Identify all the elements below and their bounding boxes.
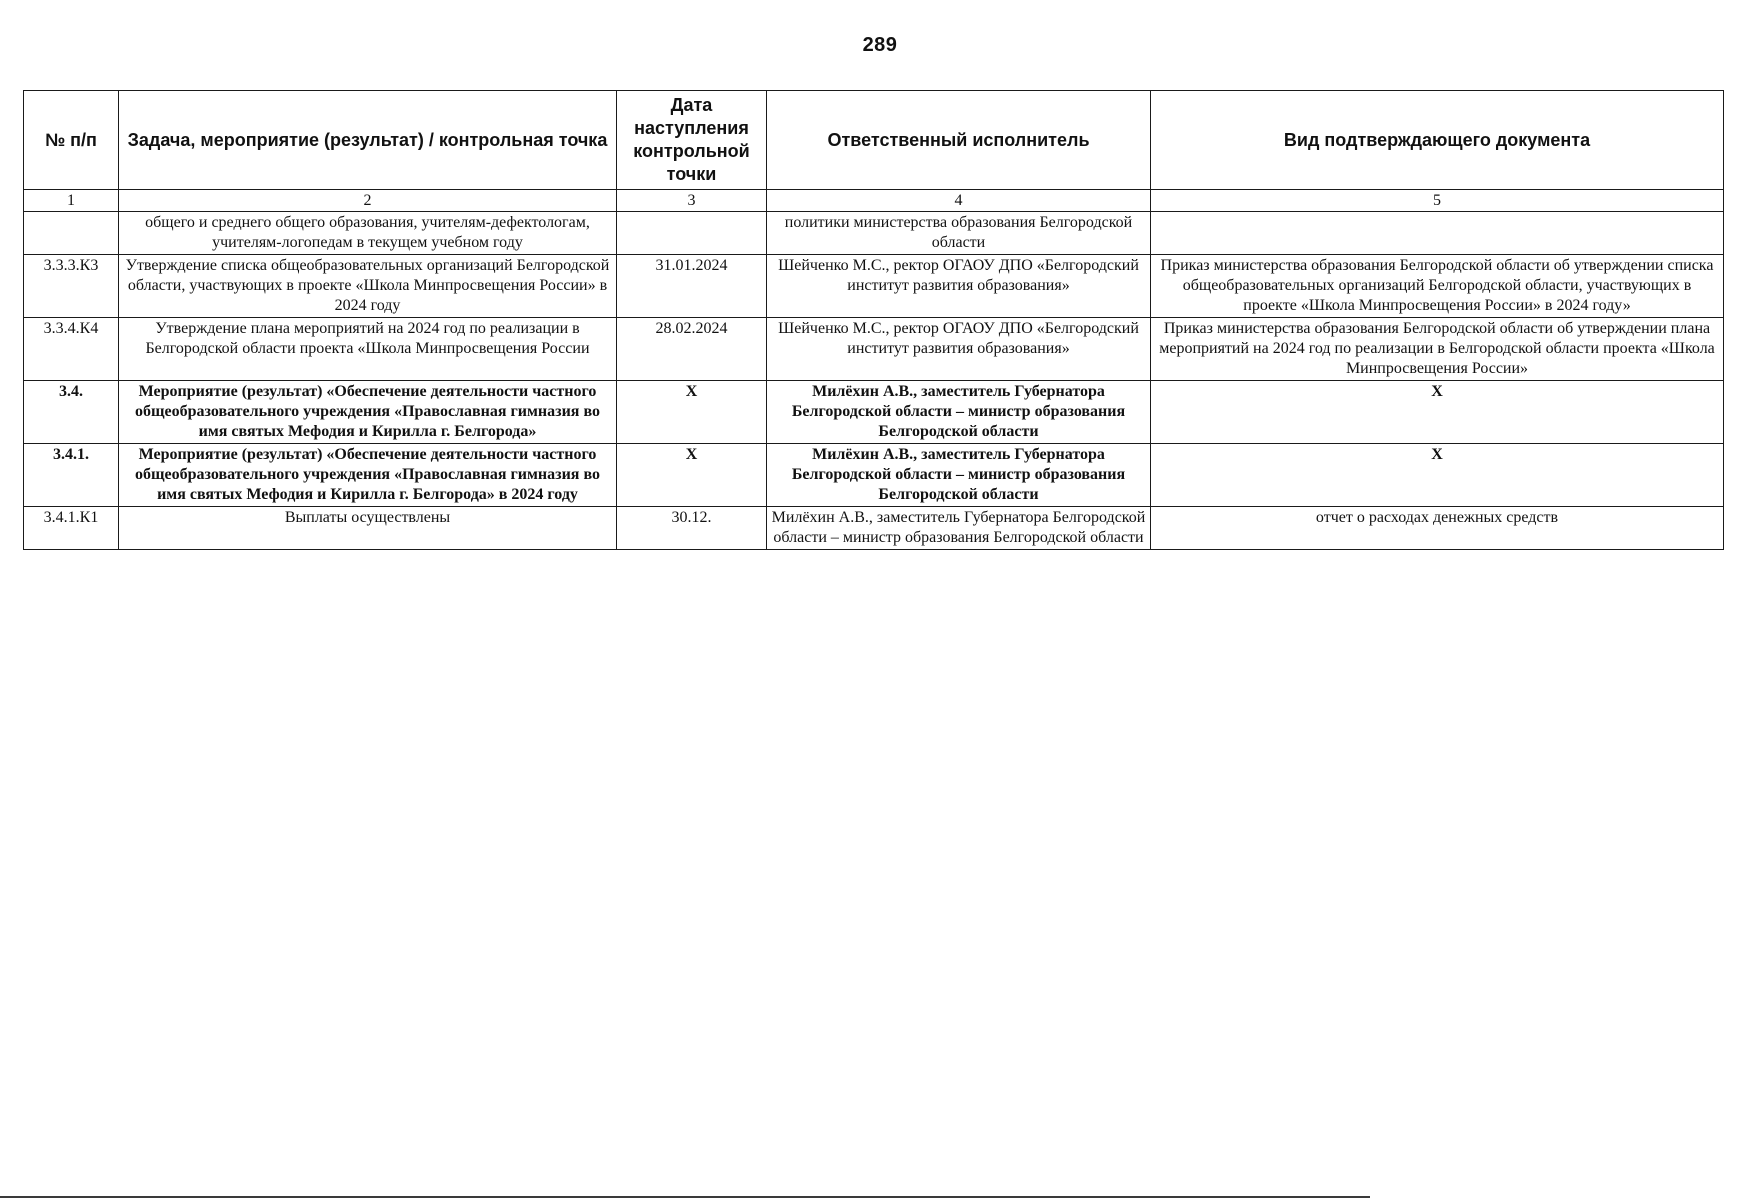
row-task: Выплаты осуществлены [119,507,617,550]
row-task: Утверждение списка общеобразовательных организаций Белгородской области, участвующих в проекте «Школа Минпросвещения России» в 2024 году [119,255,617,318]
table-row [24,444,1724,507]
row-date: 31.01.2024 [617,255,767,318]
table-row [24,507,1724,550]
row-document: Приказ министерства образования Белгородской области об утверждении плана мероприятий на 2024 год по реализации в Белгородской области проекта «Школа Минпросвещения России» [1151,318,1724,381]
row-number: 3.3.3.К3 [24,255,119,318]
row-task: общего и среднего общего образования, учителям-дефектологам, учителям-логопедам в текущем учебном году [119,212,617,255]
column-number: 3 [617,190,767,212]
row-responsible: Милёхин А.В., заместитель Губернатора Белгородской области – министр образования Белгородской области [767,507,1151,550]
row-number: 3.4. [24,381,119,444]
row-number [24,212,119,255]
header-document: Вид подтверждающего документа [1151,91,1724,190]
row-responsible: Милёхин А.В., заместитель Губернатора Белгородской области – министр образования Белгородской области [767,381,1151,444]
column-number: 1 [24,190,119,212]
row-date: Х [617,381,767,444]
header-responsible: Ответственный исполнитель [767,91,1151,190]
column-numbering-row [24,190,1724,212]
header-date: Дата наступления контрольной точки [617,91,767,190]
row-date [617,212,767,255]
row-number: 3.3.4.К4 [24,318,119,381]
table-body [24,190,1724,550]
row-date: Х [617,444,767,507]
row-document: Приказ министерства образования Белгородской области об утверждении списка общеобразовательных организаций Белгородской области, участвующих в проекте «Школа Минпросвещения России» в 2024 году» [1151,255,1724,318]
column-number: 4 [767,190,1151,212]
row-responsible: Милёхин А.В., заместитель Губернатора Белгородской области – министр образования Белгородской области [767,444,1151,507]
column-number: 5 [1151,190,1724,212]
header-row [24,91,1724,190]
row-date: 30.12. [617,507,767,550]
page-number: 289 [862,34,898,56]
row-document: Х [1151,381,1724,444]
header-task: Задача, мероприятие (результат) / контрольная точка [119,91,617,190]
table-row [24,381,1724,444]
table-row [24,318,1724,381]
control-points-table [23,90,1724,550]
header-number: № п/п [24,91,119,190]
row-number: 3.4.1. [24,444,119,507]
row-document: отчет о расходах денежных средств [1151,507,1724,550]
row-document [1151,212,1724,255]
row-number: 3.4.1.К1 [24,507,119,550]
row-responsible: Шейченко М.С., ректор ОГАОУ ДПО «Белгородский институт развития образования» [767,318,1151,381]
row-responsible: политики министерства образования Белгородской области [767,212,1151,255]
table-row [24,212,1724,255]
table-header [24,91,1724,190]
bottom-rule [0,1196,1370,1198]
row-document: Х [1151,444,1724,507]
row-task: Утверждение плана мероприятий на 2024 год по реализации в Белгородской области проекта «Школа Минпросвещения России [119,318,617,381]
row-date: 28.02.2024 [617,318,767,381]
row-task: Мероприятие (результат) «Обеспечение деятельности частного общеобразовательного учреждения «Православная гимназия во имя святых Мефодия и Кирилла г. Белгорода» в 2024 году [119,444,617,507]
column-number: 2 [119,190,617,212]
row-task: Мероприятие (результат) «Обеспечение деятельности частного общеобразовательного учреждения «Православная гимназия во имя святых Мефодия и Кирилла г. Белгорода» [119,381,617,444]
table-row [24,255,1724,318]
row-responsible: Шейченко М.С., ректор ОГАОУ ДПО «Белгородский институт развития образования» [767,255,1151,318]
